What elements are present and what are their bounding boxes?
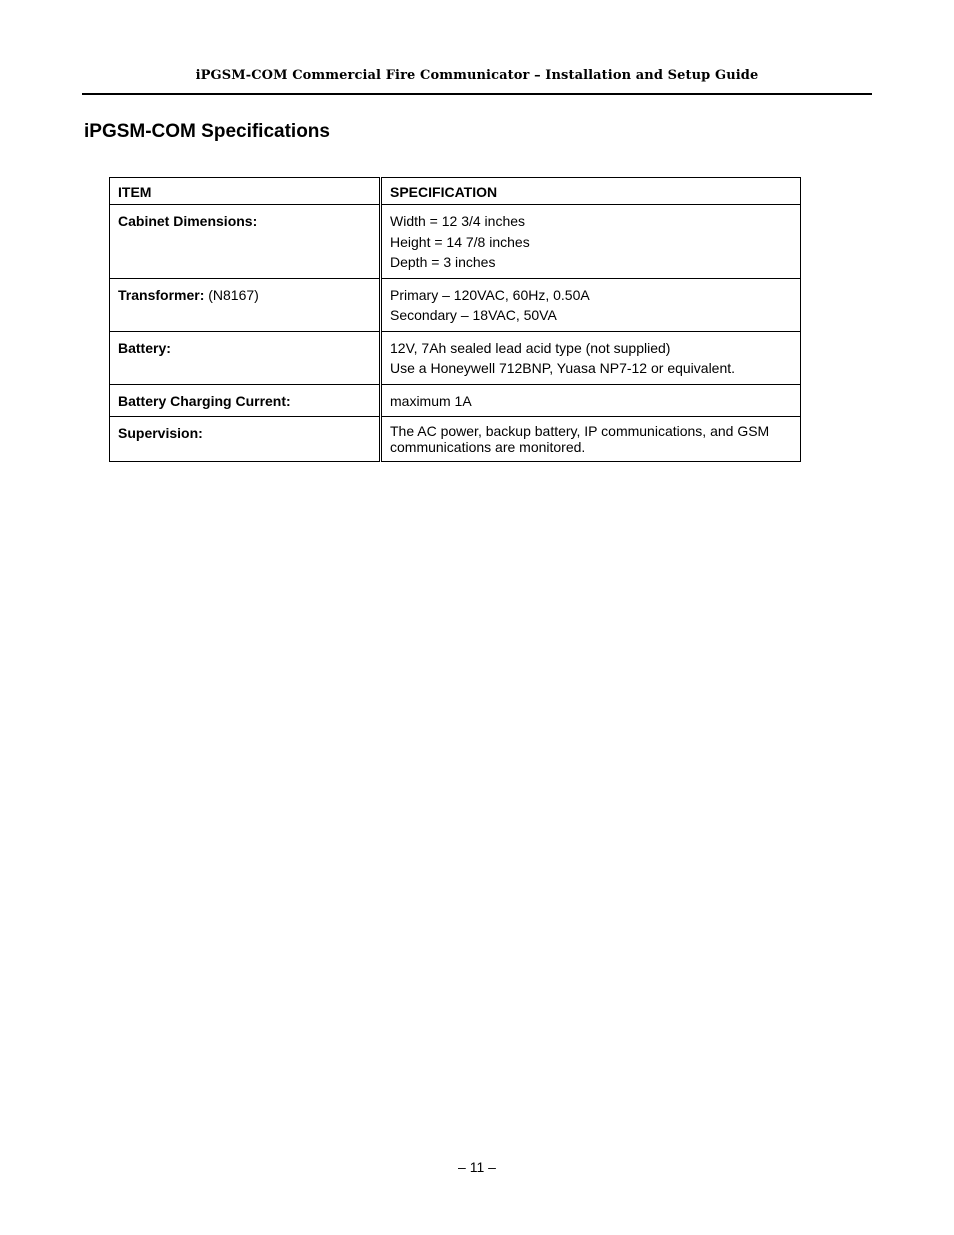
spec-line: The AC power, backup battery, IP communications, and GSM communications are monitored.: [390, 423, 770, 455]
table-row: [110, 278, 801, 331]
row-item-battery-charging-current: [110, 384, 381, 417]
spec-line: Height = 14 7/8 inches: [390, 233, 530, 250]
running-header: iPGSM-COM Commercial Fire Communicator – Installation and Setup Guide: [195, 68, 759, 83]
item-label: Supervision:: [118, 425, 203, 441]
row-spec-supervision: [381, 417, 801, 462]
column-header-item: ITEM: [110, 178, 381, 205]
section-title: iPGSM-COM Specifications: [84, 121, 330, 142]
spec-line: maximum 1A: [390, 392, 472, 409]
item-label: Cabinet Dimensions:: [118, 213, 258, 229]
spec-line: Use a Honeywell 712BNP, Yuasa NP7-12 or equivalent.: [390, 360, 736, 376]
column-header-specification: SPECIFICATION: [381, 178, 801, 205]
spec-line: Depth = 3 inches: [390, 254, 496, 270]
item-model-note: (N8167): [208, 286, 259, 303]
item-label: Battery:: [118, 339, 171, 356]
row-item-cabinet-dimensions: [110, 205, 381, 279]
table-row: [110, 417, 801, 462]
spec-line: Primary – 120VAC, 60Hz, 0.50A: [390, 286, 590, 303]
spec-line: Secondary – 18VAC, 50VA: [390, 307, 557, 323]
item-label: Battery Charging Current:: [118, 392, 291, 409]
table-row: [110, 205, 801, 279]
row-spec-cabinet-dimensions: [381, 205, 801, 279]
row-item-supervision: [110, 417, 381, 462]
row-item-battery: [110, 331, 381, 384]
header-rule: [82, 93, 872, 95]
row-spec-battery-charging-current: [381, 384, 801, 417]
item-label: Transformer:: [118, 286, 205, 303]
table-row: [110, 384, 801, 417]
spec-line: 12V, 7Ah sealed lead acid type (not supplied): [390, 339, 671, 356]
specifications-table: [109, 177, 801, 462]
table-row: [110, 331, 801, 384]
spec-line: Width = 12 3/4 inches: [390, 213, 526, 229]
table-header-row: [110, 178, 801, 205]
row-spec-battery: [381, 331, 801, 384]
row-item-transformer: [110, 278, 381, 331]
page-number: – 11 –: [458, 1159, 496, 1175]
row-spec-transformer: [381, 278, 801, 331]
